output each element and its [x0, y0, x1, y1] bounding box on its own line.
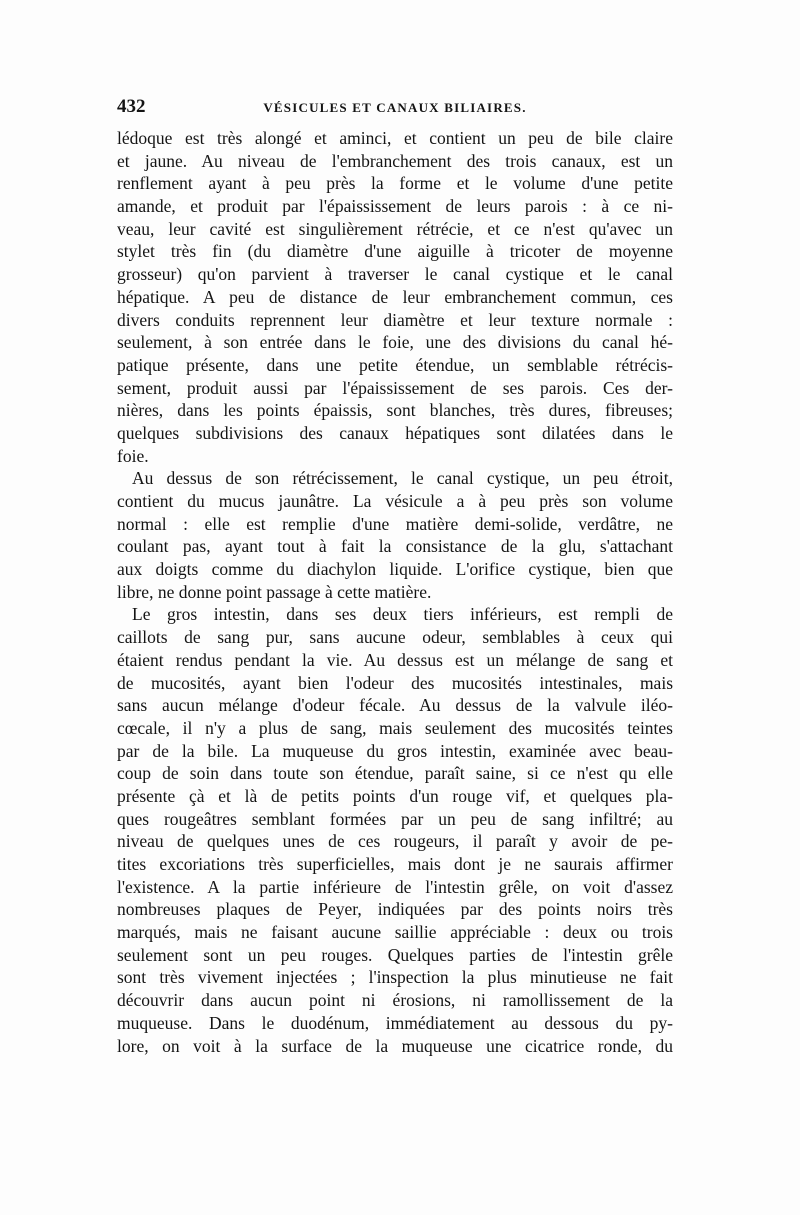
- text-line: caillots de sang pur, sans aucune odeur, semblables à ceux qui: [117, 627, 673, 648]
- text-line: hépatique. A peu de distance de leur embranchement commun, ces: [117, 286, 673, 307]
- text-line: libre, ne donne point passage à cette matière.: [117, 581, 432, 602]
- text-line: découvrir dans aucun point ni érosions, ni ramollissement de la: [117, 990, 673, 1011]
- text-line: cœcale, il n'y a plus de sang, mais seulement des mucosités teintes: [117, 717, 673, 738]
- text-line: stylet très fin (du diamètre d'une aiguille à tricoter de moyenne: [117, 241, 673, 262]
- text-line: renflement ayant à peu près la forme et le volume d'une petite: [117, 173, 673, 194]
- text-line: coulant pas, ayant tout à fait la consistance de la glu, s'attachant: [117, 536, 673, 557]
- text-line: niveau de quelques unes de ces rougeurs, il paraît y avoir de pe-: [117, 831, 673, 852]
- text-line: veau, leur cavité est singulièrement rétrécie, et ce n'est qu'avec un: [117, 218, 673, 239]
- text-line: sans aucun mélange d'odeur fécale. Au dessus de la valvule iléo-: [117, 695, 673, 716]
- text-line: quelques subdivisions des canaux hépatiques sont dilatées dans le: [117, 422, 673, 443]
- running-title: VÉSICULES ET CANAUX BILIAIRES.: [263, 100, 527, 115]
- text-line: et jaune. Au niveau de l'embranchement des trois canaux, est un: [117, 150, 673, 171]
- text-line: lédoque est très alongé et aminci, et contient un peu de bile claire: [117, 128, 673, 148]
- text-line: nières, dans les points épaissis, sont blanches, très dures, fibreuses;: [117, 400, 673, 421]
- text-line: marqués, mais ne faisant aucune saillie appréciable : deux ou trois: [117, 922, 673, 943]
- running-header: [117, 96, 673, 118]
- text-line: foie.: [117, 445, 149, 466]
- text-line: contient du mucus jaunâtre. La vésicule a à peu près son volume: [117, 491, 673, 511]
- text-line: normal : elle est remplie d'une matière demi-solide, verdâtre, ne: [117, 513, 673, 534]
- text-line: sement, produit aussi par l'épaississement de ses parois. Ces der-: [117, 377, 673, 398]
- text-line: par de la bile. La muqueuse du gros intestin, examinée avec beau-: [117, 740, 673, 761]
- text-line: seulement, à son entrée dans le foie, une des divisions du canal hé-: [117, 332, 673, 353]
- text-line: seulement sont un peu rouges. Quelques parties de l'intestin grêle: [117, 944, 673, 965]
- text-line: sont très vivement injectées ; l'inspection la plus minutieuse ne fait: [117, 967, 673, 988]
- text-line: aux doigts comme du diachylon liquide. L'orifice cystique, bien que: [117, 559, 673, 580]
- text-line: amande, et produit par l'épaississement de leurs parois : à ce ni-: [117, 196, 673, 217]
- text-line: présente çà et là de petits points d'un rouge vif, et quelques pla-: [117, 785, 673, 806]
- text-line: étaient rendus pendant la vie. Au dessus est un mélange de sang et: [117, 649, 673, 670]
- text-line: patique présente, dans une petite étendue, un semblable rétrécis-: [117, 354, 673, 375]
- text-line: de mucosités, ayant bien l'odeur des mucosités intestinales, mais: [117, 672, 673, 693]
- text-line: l'existence. A la partie inférieure de l'intestin grêle, on voit d'assez: [117, 876, 673, 897]
- text-line: nombreuses plaques de Peyer, indiquées par des points noirs très: [117, 899, 673, 920]
- text-line: tites excoriations très superficielles, mais dont je ne saurais affirmer: [117, 854, 673, 874]
- text-line: Le gros intestin, dans ses deux tiers inférieurs, est rempli de: [132, 604, 673, 625]
- body-text: [117, 127, 673, 1057]
- text-line: divers conduits reprennent leur diamètre et leur texture normale :: [117, 309, 673, 330]
- text-line: muqueuse. Dans le duodénum, immédiatement au dessous du py-: [117, 1012, 673, 1033]
- text-line: ques rougeâtres semblant formées par un peu de sang infiltré; au: [117, 808, 673, 829]
- text-line: grosseur) qu'on parvient à traverser le canal cystique et le canal: [117, 264, 673, 285]
- text-line: lore, on voit à la surface de la muqueuse une cicatrice ronde, du: [117, 1035, 673, 1056]
- page-number: 432: [117, 96, 146, 117]
- text-line: Au dessus de son rétrécissement, le canal cystique, un peu étroit,: [132, 468, 673, 489]
- text-line: coup de soin dans toute son étendue, paraît saine, si ce n'est qu elle: [117, 763, 673, 784]
